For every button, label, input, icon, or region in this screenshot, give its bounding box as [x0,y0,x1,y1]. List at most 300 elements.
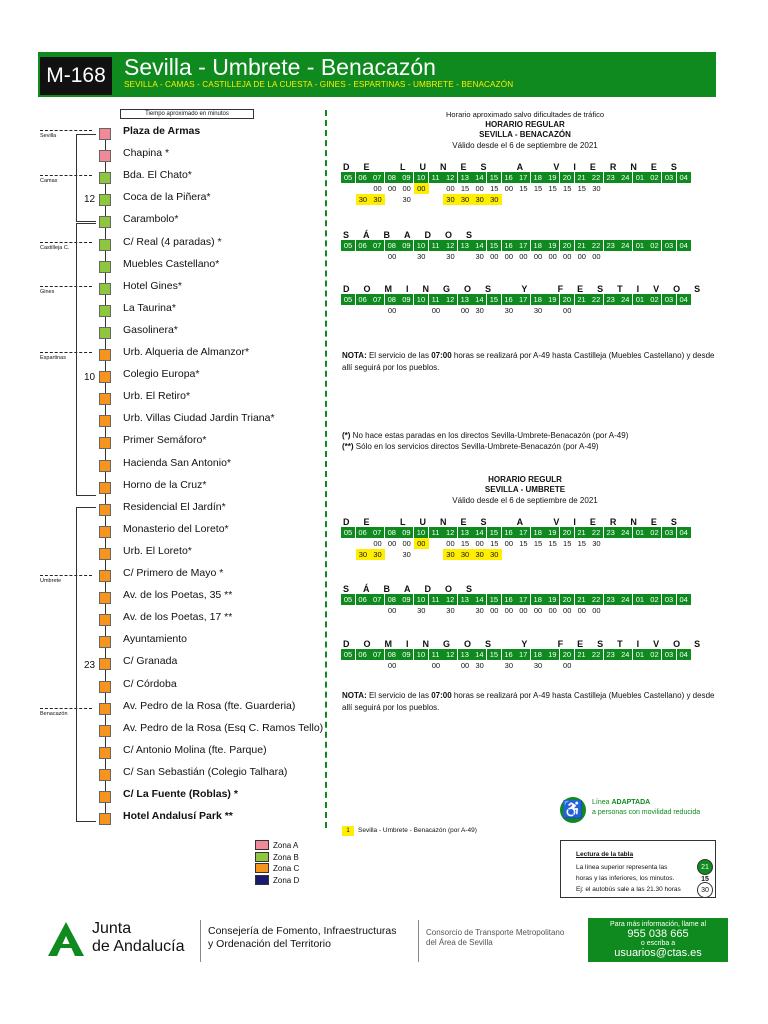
hour-cell: 03 [662,294,676,305]
hour-cell: 07 [370,294,384,305]
footnote-1: (*) No hace estas paradas en los directos Sevilla-Umbrete-Benacazón (por A-49) [342,431,629,440]
hour-cell: 05 [341,594,355,605]
hours-row [341,649,691,660]
hour-cell: 03 [662,527,676,538]
hours-row [341,594,691,605]
tt1-route: SEVILLA - BENACAZÓN [479,130,571,139]
hour-cell: 24 [618,594,632,605]
minute-cell: 00 [475,539,484,548]
stop-name: Hacienda San Antonio* [123,456,231,469]
tt1-heading: HORARIO REGULAR [485,120,565,129]
minute-cell [575,305,590,316]
hour-cell: 15 [487,240,501,251]
minute-cell: 30 [472,549,487,560]
tt1-nota: NOTA: El servicio de las 07:00 horas se realizará por A-49 hasta Castilleja (Muebles Castellano) y desde allí seguirá por los pueblos. [342,351,715,372]
stop-name: Urb. Alqueria de Almanzor* [123,346,250,358]
minute-cell: 30 [402,550,411,559]
hour-cell: 15 [487,594,501,605]
minute-cell: 30 [370,549,385,560]
minute-cell [385,549,400,560]
reading-title: Lectura de la tabla [576,851,634,858]
minute-cell [618,194,633,205]
hour-cell: 18 [531,649,545,660]
hour-cell: 22 [589,527,603,538]
hour-cell: 18 [531,594,545,605]
hour-cell: 22 [589,594,603,605]
reading-example-hour: 21 [697,859,713,875]
accessible-line2: a personas con movilidad reducida [592,809,701,816]
minute-cell: 30 [370,194,385,205]
minute-cell [516,305,531,316]
stop-marker [99,194,111,206]
hour-cell: 09 [399,649,413,660]
hour-cell: 17 [516,527,530,538]
hour-cell: 07 [370,172,384,183]
minute-cell [677,194,692,205]
stop-row [0,763,340,785]
hour-cell: 01 [633,527,647,538]
hour-cell: 11 [429,594,443,605]
time-caption: Tiempo aproximado en minutos [120,109,254,119]
time-bracket [76,134,96,222]
hour-cell: 02 [647,294,661,305]
stop-marker [99,460,111,472]
hour-cell: 03 [662,594,676,605]
reading-line2: horas y las inferiores, los minutos. [576,875,675,882]
minute-cell: 30 [458,549,473,560]
hour-cell: 22 [589,240,603,251]
minute-cell: 00 [504,539,513,548]
minute-cell [618,183,633,194]
route-code: M-168 [40,57,112,95]
minute-cell [516,660,531,671]
info-phone[interactable]: 955 038 665 [627,928,689,940]
minute-cell: 00 [490,606,499,615]
minute-cell [633,549,648,560]
stop-name: C/ Córdoba [123,677,177,690]
minute-cell [662,538,677,549]
hour-cell: 23 [604,594,618,605]
minute-cell [604,660,619,671]
stop-marker [99,239,111,251]
minutes-row [341,305,691,316]
hour-cell: 13 [458,594,472,605]
stop-marker [99,725,111,737]
hour-cell: 14 [472,594,486,605]
stop-marker [99,261,111,273]
stop-marker [99,327,111,339]
minute-cell [604,251,619,262]
time-bracket-label: 12 [84,194,96,205]
hour-cell: 21 [575,172,589,183]
footer-consejeria: Consejería de Fomento, Infraestructuras y Ordenación del Territorio [208,925,397,950]
minute-cell [399,660,414,671]
minute-cell: 15 [519,539,528,548]
minute-cell: 00 [387,606,397,615]
minute-cell: 00 [387,661,397,670]
hour-cell: 04 [677,294,691,305]
hour-cell: 23 [604,649,618,660]
stop-name: Av. Pedro de la Rosa (Esq C. Ramos Tello) [123,721,324,734]
hour-cell: 20 [560,240,574,251]
stop-marker [99,614,111,626]
hour-cell: 21 [575,649,589,660]
zone-label: Gines [40,289,55,295]
hour-cell: 14 [472,240,486,251]
minute-cell [429,194,444,205]
hour-cell: 20 [560,594,574,605]
hour-cell: 14 [472,172,486,183]
minute-cell [356,538,371,549]
zone-key-swatch [255,863,269,873]
hour-cell: 17 [516,172,530,183]
zone-key-label: Zona A [273,841,299,850]
hour-cell: 09 [399,240,413,251]
info-email[interactable]: usuarios@ctas.es [614,947,702,959]
minute-cell: 00 [592,252,601,261]
minute-cell: 15 [460,184,470,193]
minute-cell [618,660,633,671]
minute-cell [341,549,356,560]
hour-cell: 19 [545,649,559,660]
minute-cell [575,194,590,205]
minute-cell [604,183,619,194]
minute-cell [677,251,692,262]
zone-key-swatch [255,852,269,862]
hour-cell: 24 [618,649,632,660]
stop-name: C/ Real (4 paradas) * [123,235,222,248]
hour-cell: 16 [502,649,516,660]
minute-cell: 15 [533,184,543,193]
hour-cell: 02 [647,649,661,660]
hour-cell: 11 [429,527,443,538]
hour-cell: 07 [370,594,384,605]
hour-cell: 20 [560,172,574,183]
minute-cell: 00 [475,184,484,193]
minute-cell: 00 [387,306,397,315]
hour-cell: 21 [575,294,589,305]
stop-name: Muebles Castellano* [123,257,220,270]
minute-cell: 00 [504,184,513,193]
stop-name: C/ Primero de Mayo * [123,567,224,579]
minute-cell [341,605,356,616]
stop-name: Residencial El Jardín* [123,500,226,513]
tt1-note-top: Horario aproximado salvo dificultades de tráfico [446,110,604,119]
stop-row [0,409,340,431]
legend-yellow-mark: 1 [342,826,354,836]
hour-cell: 05 [341,240,355,251]
minute-cell [647,305,662,316]
minute-cell: 30 [487,194,502,205]
minute-cell [370,305,385,316]
minute-cell [662,183,677,194]
time-bracket-label: 23 [84,660,96,671]
hour-cell: 15 [487,527,501,538]
hour-cell: 20 [560,294,574,305]
day-label: SÁBADOS [343,230,487,240]
hour-cell: 13 [458,527,472,538]
stop-row [0,807,340,829]
stop-marker [99,172,111,184]
hours-row [341,240,691,251]
zone-divider [40,130,92,131]
hour-cell: 16 [502,294,516,305]
stop-row [0,365,340,387]
minute-cell [458,251,473,262]
minute-cell: 30 [402,195,411,204]
hour-cell: 08 [385,172,399,183]
stop-marker [99,747,111,759]
minutes-row [341,183,691,194]
stop-name: Colegio Europa* [123,368,200,381]
minute-cell: 00 [460,306,470,315]
minute-cell [429,549,444,560]
accessible-line1: Línea ADAPTADA [592,799,651,806]
hour-cell: 19 [545,240,559,251]
minute-cell [341,305,356,316]
minute-cell [662,194,677,205]
minute-cell: 15 [548,184,557,193]
minute-cell: 30 [475,252,484,261]
hour-cell: 06 [356,294,370,305]
hour-cell: 02 [647,527,661,538]
hour-cell: 06 [356,594,370,605]
stop-name: C/ Granada [123,655,178,668]
footer-consorcio: Consorcio de Transporte Metropolitano del Área de Sevilla [426,928,565,947]
minute-cell [677,605,692,616]
stop-marker [99,526,111,538]
hour-cell: 02 [647,240,661,251]
hour-cell: 03 [662,172,676,183]
stop-marker [99,482,111,494]
hour-cell: 24 [618,240,632,251]
minute-cell [677,549,692,560]
minute-cell [633,183,648,194]
minute-cell [356,605,371,616]
minute-cell: 30 [446,252,455,261]
stop-name: Hotel Andalusí Park ** [123,810,233,823]
minute-cell: 30 [417,252,426,261]
stop-marker [99,437,111,449]
minute-cell: 00 [387,252,397,261]
minute-cell [531,194,546,205]
hour-cell: 06 [356,649,370,660]
stop-name: Chapina * [123,147,170,160]
minute-cell: 00 [373,539,382,548]
hour-cell: 21 [575,527,589,538]
minute-cell: 00 [373,184,382,193]
stop-marker [99,216,111,228]
hour-cell: 01 [633,240,647,251]
minute-cell [633,605,648,616]
minute-cell: 30 [592,539,601,548]
info-line3: o escriba a [640,940,676,947]
minute-cell [647,538,662,549]
stop-row [0,498,340,520]
minute-cell [604,305,619,316]
minute-cell [370,605,385,616]
stop-marker [99,658,111,670]
stop-marker [99,415,111,427]
minute-cell: 00 [519,606,528,615]
hour-cell: 04 [677,240,691,251]
minute-cell [647,194,662,205]
hour-cell: 24 [618,172,632,183]
zone-label: Espartinas [40,355,66,361]
stop-row [0,321,340,343]
minute-cell [604,605,619,616]
hour-cell: 09 [399,172,413,183]
day-label: DE LUNES A VIERNES [343,162,691,172]
minute-cell: 15 [577,539,586,548]
day-label: DOMINGOS Y FESTIVOS [343,639,715,649]
hour-cell: 10 [414,240,428,251]
hour-cell: 08 [385,649,399,660]
route-subtitle: SEVILLA - CAMAS - CASTILLEJA DE LA CUESTA - GINES - ESPARTINAS - UMBRETE - BENACAZÓN [124,80,514,89]
hour-cell: 20 [560,527,574,538]
info-box [588,918,728,962]
minute-cell [399,605,414,616]
minute-cell: 00 [446,184,455,193]
hour-cell: 11 [429,294,443,305]
minute-cell [487,660,502,671]
minute-cell: 00 [577,252,586,261]
minute-cell: 00 [504,606,513,615]
stop-name: Plaza de Armas [123,125,201,137]
minute-cell [647,660,662,671]
stop-marker [99,150,111,162]
hour-cell: 09 [399,594,413,605]
stop-row [0,431,340,453]
hour-cell: 23 [604,172,618,183]
minute-cell: 00 [504,252,513,261]
minute-cell: 30 [487,549,502,560]
hour-cell: 13 [458,240,472,251]
stop-name: Carambolo* [123,213,179,226]
minute-cell: 30 [475,661,484,670]
minute-cell [575,549,590,560]
minute-cell: 00 [563,661,572,670]
stop-row [0,188,340,210]
minute-cell: 00 [402,539,411,548]
stop-name: C/ San Sebastián (Colegio Talhara) [123,765,288,778]
stop-row [0,277,340,299]
stop-name: Ayuntamiento [123,633,188,646]
hour-cell: 07 [370,240,384,251]
hours-row [341,172,691,183]
hour-cell: 13 [458,172,472,183]
zone-label: Castilleja C. [40,245,70,251]
minutes-row [341,194,691,205]
reading-example-min1: 15 [701,876,709,883]
minute-cell [677,660,692,671]
minutes-row [341,538,691,549]
footer-org: Junta de Andalucía [92,920,185,955]
minute-cell: 30 [446,606,455,615]
minute-cell: 00 [387,184,397,193]
minute-cell: 30 [356,549,371,560]
stop-name: Gasolinera* [123,323,178,336]
reading-example-min2: 30 [697,882,713,898]
hour-cell: 16 [502,527,516,538]
minute-cell [589,549,604,560]
stop-row [0,741,340,763]
hour-cell: 18 [531,240,545,251]
stop-row [0,454,340,476]
hour-cell: 18 [531,172,545,183]
minute-cell [677,183,692,194]
minute-cell: 15 [548,539,557,548]
hour-cell: 06 [356,527,370,538]
minute-cell [662,251,677,262]
minute-cell: 15 [460,539,470,548]
minute-cell: 00 [533,606,543,615]
minute-cell: 00 [414,538,429,549]
day-label: DOMINGOS Y FESTIVOS [343,284,715,294]
minute-cell [545,549,560,560]
stop-row [0,387,340,409]
hour-cell: 24 [618,527,632,538]
minute-cell: 15 [563,539,572,548]
minute-cell [429,605,444,616]
hour-cell: 15 [487,172,501,183]
minute-cell [399,305,414,316]
minute-cell [531,549,546,560]
minute-cell [604,549,619,560]
hour-cell: 22 [589,294,603,305]
minute-cell: 00 [563,252,572,261]
hour-cell: 17 [516,649,530,660]
minute-cell [458,605,473,616]
minute-cell [604,194,619,205]
stop-name: Bda. El Chato* [123,169,192,182]
stop-row [0,586,340,608]
stop-row [0,542,340,564]
hour-cell: 01 [633,594,647,605]
hour-cell: 19 [545,594,559,605]
minute-cell: 30 [458,194,473,205]
minute-cell: 00 [548,252,557,261]
hour-cell: 05 [341,172,355,183]
hour-cell: 12 [443,294,457,305]
hour-cell: 12 [443,527,457,538]
minute-cell [516,194,531,205]
minute-cell [414,305,429,316]
minutes-row [341,660,691,671]
minute-cell [662,549,677,560]
stop-marker [99,570,111,582]
minute-cell [545,305,560,316]
minute-cell: 00 [533,252,543,261]
minute-cell [618,251,633,262]
hour-cell: 02 [647,172,661,183]
minute-cell: 00 [519,252,528,261]
minute-cell [429,183,444,194]
minute-cell [575,660,590,671]
hour-cell: 09 [399,527,413,538]
minute-cell: 30 [592,184,601,193]
day-label: SÁBADOS [343,584,487,594]
hour-cell: 15 [487,294,501,305]
hour-cell: 22 [589,649,603,660]
hour-cell: 14 [472,527,486,538]
legend-yellow-text: Sevilla - Umbrete - Benacazón (por A-49) [358,827,477,834]
hour-cell: 13 [458,649,472,660]
hour-cell: 07 [370,527,384,538]
info-line1: Para más información, llame al [609,921,707,928]
stop-name: Hotel Gines* [123,279,182,292]
minute-cell: 30 [533,661,543,670]
